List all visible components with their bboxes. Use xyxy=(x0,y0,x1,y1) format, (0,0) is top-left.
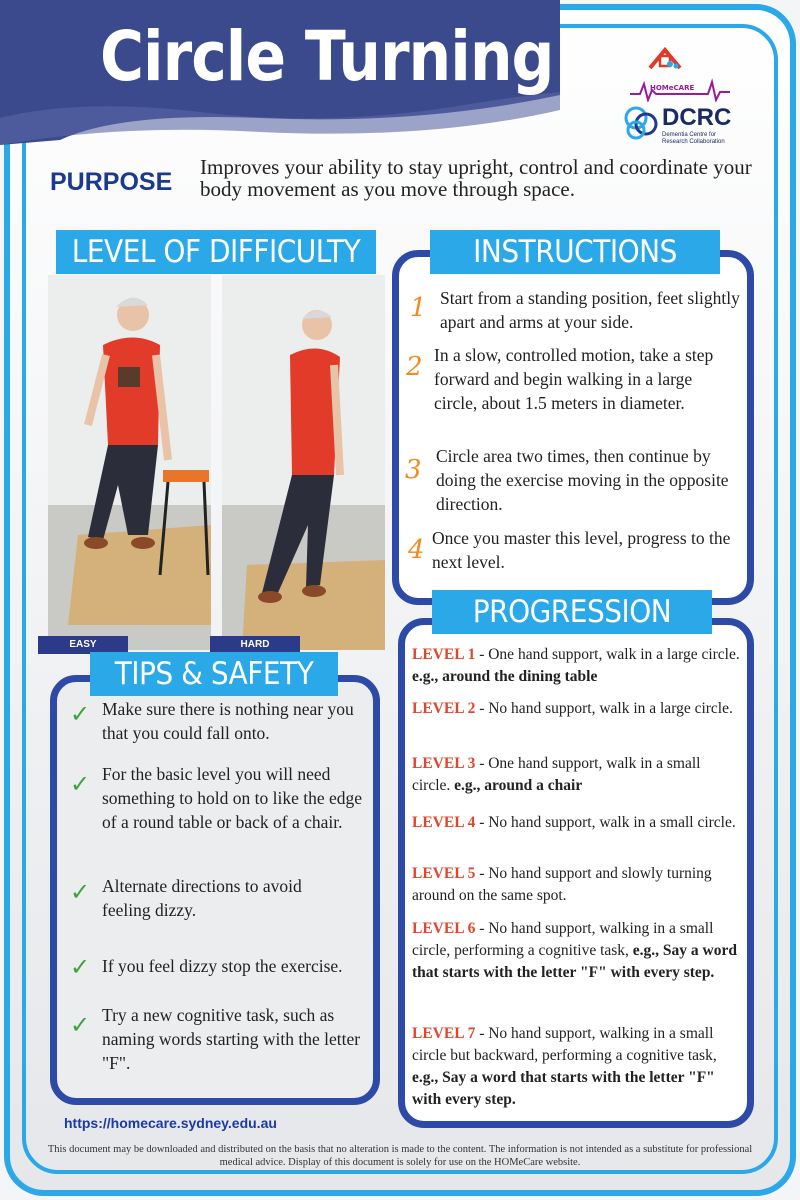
tip-text: Try a new cognitive task, such as naming words starting with the letter "F". xyxy=(102,1005,361,1073)
progression-header xyxy=(432,590,712,634)
step-number: 3 xyxy=(405,455,422,485)
level-label: LEVEL 5 xyxy=(412,865,476,882)
level-label: LEVEL 6 xyxy=(412,920,476,937)
step-number: 4 xyxy=(408,535,425,565)
tip-text: Alternate directions to avoid feeling dizzy. xyxy=(102,876,302,920)
check-icon: ✓ xyxy=(70,700,91,728)
step-number: 1 xyxy=(410,293,427,323)
page-title: Circle Turning xyxy=(100,16,554,98)
step-text: Circle area two times, then continue by doing the exercise moving in the opposite direction. xyxy=(436,446,729,514)
difficulty-header-text: LEVEL OF DIFFICULTY xyxy=(71,233,361,270)
level-example: e.g., Say a word that starts with the letter "F" with every step. xyxy=(412,1069,715,1108)
dcrc-logo-icon xyxy=(622,104,662,144)
level-text: - No hand support and slowly turning around on the same spot. xyxy=(412,865,712,904)
logo-group xyxy=(620,42,740,152)
homecare-logo-text: HOMeCARE xyxy=(650,84,695,92)
instructions-header-text: INSTRUCTIONS xyxy=(473,233,677,270)
purpose-text: Improves your ability to stay upright, control and coordinate your body movement as you move through space. xyxy=(200,155,752,201)
check-icon: ✓ xyxy=(70,953,91,981)
instructions-header xyxy=(430,230,720,274)
easy-photo xyxy=(48,275,211,650)
check-icon: ✓ xyxy=(70,1011,91,1039)
level-example: e.g., Say a word that starts with the letter "F" with every step. xyxy=(412,942,737,981)
level-text: - One hand support, walk in a small circle. xyxy=(412,755,701,794)
level-text: - No hand support, walk in a large circle. xyxy=(475,700,733,717)
easy-label: EASY xyxy=(38,636,128,654)
progression-level xyxy=(412,863,742,907)
level-example: e.g., around a chair xyxy=(454,777,583,794)
level-text: - No hand support, walking in a small circle but backward, performing a cognitive task, xyxy=(412,1025,717,1064)
level-label: LEVEL 4 xyxy=(412,814,476,831)
level-text: - One hand support, walk in a large circle. xyxy=(475,646,740,663)
step-text: Once you master this level, progress to the next level. xyxy=(432,528,731,572)
step-text: Start from a standing position, feet slightly apart and arms at your side. xyxy=(440,288,740,332)
level-example: e.g., around the dining table xyxy=(412,668,598,685)
check-icon: ✓ xyxy=(70,878,91,906)
hard-exercise-image xyxy=(222,275,385,650)
progression-level xyxy=(412,1023,742,1111)
check-icon: ✓ xyxy=(70,770,91,798)
hard-photo xyxy=(222,275,385,650)
level-text: - No hand support, walk in a small circle. xyxy=(475,814,736,831)
tip-text: Make sure there is nothing near you that you could fall onto. xyxy=(102,699,354,743)
progression-level xyxy=(412,812,742,834)
purpose-label: PURPOSE xyxy=(50,168,173,196)
progression-level xyxy=(412,698,742,720)
tip-text: If you feel dizzy stop the exercise. xyxy=(102,956,343,976)
level-label: LEVEL 7 xyxy=(412,1025,476,1042)
level-text: - No hand support, walking in a small circle, performing a cognitive task, xyxy=(412,920,714,959)
level-label: LEVEL 2 xyxy=(412,700,476,717)
hard-label: HARD xyxy=(210,636,300,654)
disclaimer-text: This document may be downloaded and distributed on the basis that no alteration is made to the content. The information is not intended as a substitute for professional medical advice. Display of this document is solely for use on the HOMeCare website. xyxy=(47,1144,753,1168)
dcrc-logo-text: DCRC xyxy=(662,104,732,131)
website-link[interactable]: https://homecare.sydney.edu.au xyxy=(64,1115,277,1131)
level-label: LEVEL 3 xyxy=(412,755,476,772)
step-number: 2 xyxy=(406,352,423,382)
homecare-logo-icon xyxy=(620,42,740,102)
tip-text: For the basic level you will need something to hold on to like the edge of a round table or back of a chair. xyxy=(102,764,363,832)
progression-header-text: PROGRESSION xyxy=(472,593,672,630)
difficulty-header xyxy=(56,230,376,274)
step-text: In a slow, controlled motion, take a step forward and begin walking in a large circle, about 1.5 meters in diameter. xyxy=(434,345,714,413)
tips-header-text: TIPS & SAFETY xyxy=(114,655,314,692)
progression-level xyxy=(412,753,742,797)
dcrc-logo-subtitle: Dementia Centre for Research Collaboration xyxy=(662,132,725,145)
easy-exercise-image xyxy=(48,275,211,650)
level-label: LEVEL 1 xyxy=(412,646,476,663)
progression-level xyxy=(412,918,742,984)
tips-header xyxy=(90,652,338,696)
progression-level xyxy=(412,644,742,688)
